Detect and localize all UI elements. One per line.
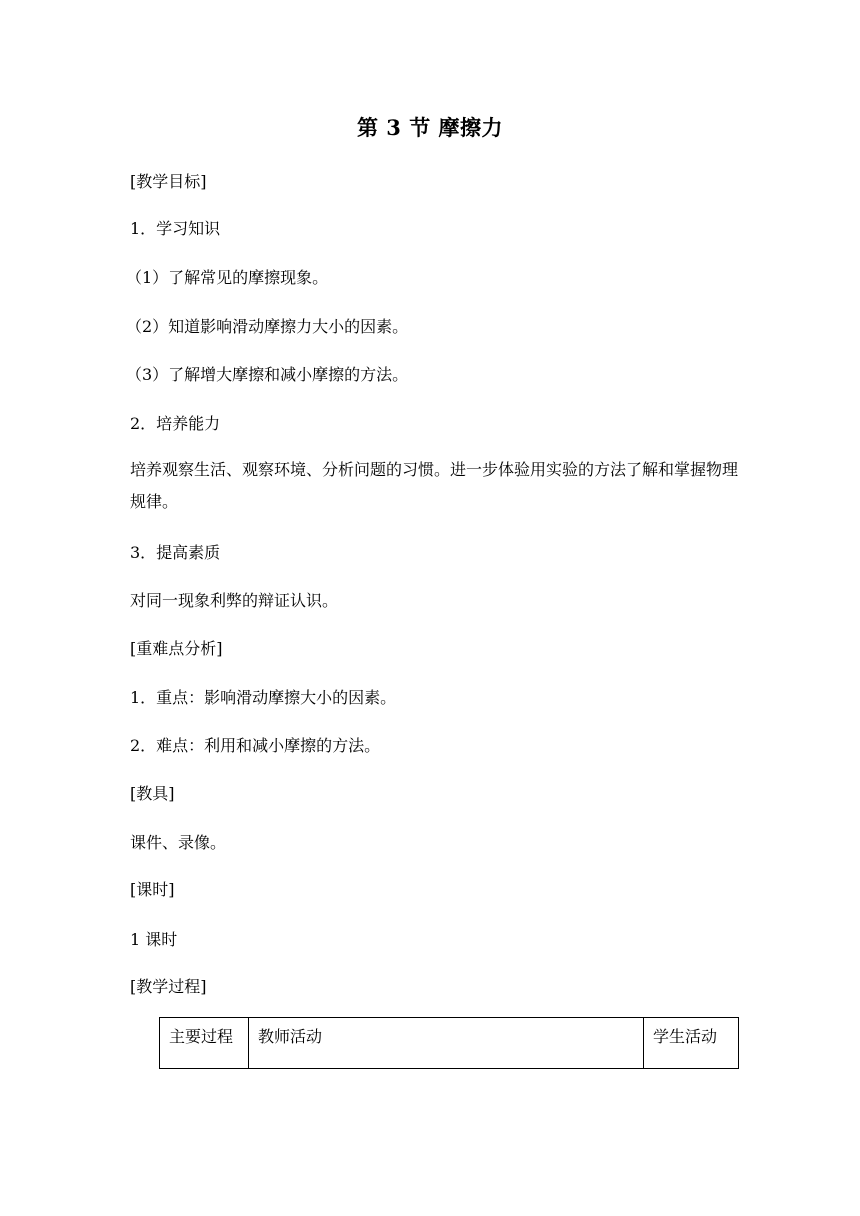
table-header-cell: 教师活动: [249, 1018, 644, 1069]
objective-1-title: 1．学习知识: [130, 219, 221, 238]
objective-3-title: 3．提高素质: [130, 543, 221, 562]
table-header-cell: 学生活动: [644, 1018, 739, 1069]
key-point-2: 2．难点：利用和减小摩擦的方法。: [130, 736, 381, 755]
hours-text: 1 课时: [130, 930, 178, 949]
table-header-cell: 主要过程: [160, 1018, 249, 1069]
key-point-1: 1．重点：影响滑动摩擦大小的因素。: [130, 688, 397, 707]
section-heading-objectives: [教学目标]: [130, 172, 207, 191]
objective-1-item-1: （1）了解常见的摩擦现象。: [126, 268, 329, 287]
objective-1-item-3: （3）了解增大摩擦和减小摩擦的方法。: [126, 365, 409, 384]
objective-2-title: 2．培养能力: [130, 414, 221, 433]
process-table: [159, 1017, 739, 1069]
section-heading-key-points: [重难点分析]: [130, 639, 223, 658]
objective-3-text: 对同一现象利弊的辩证认识。: [130, 591, 339, 610]
table-header-row: [160, 1018, 739, 1069]
objective-2-text: 培养观察生活、观察环境、分析问题的习惯。进一步体验用实验的方法了解和掌握物理规律。: [130, 460, 739, 511]
tools-text: 课件、录像。: [130, 833, 227, 852]
section-heading-tools: [教具]: [130, 784, 175, 803]
page-title: 第 3 节 摩擦力: [356, 115, 504, 140]
objective-1-item-2: （2）知道影响滑动摩擦力大小的因素。: [126, 317, 409, 336]
section-heading-process: [教学过程]: [130, 977, 207, 996]
section-heading-hours: [课时]: [130, 880, 175, 899]
